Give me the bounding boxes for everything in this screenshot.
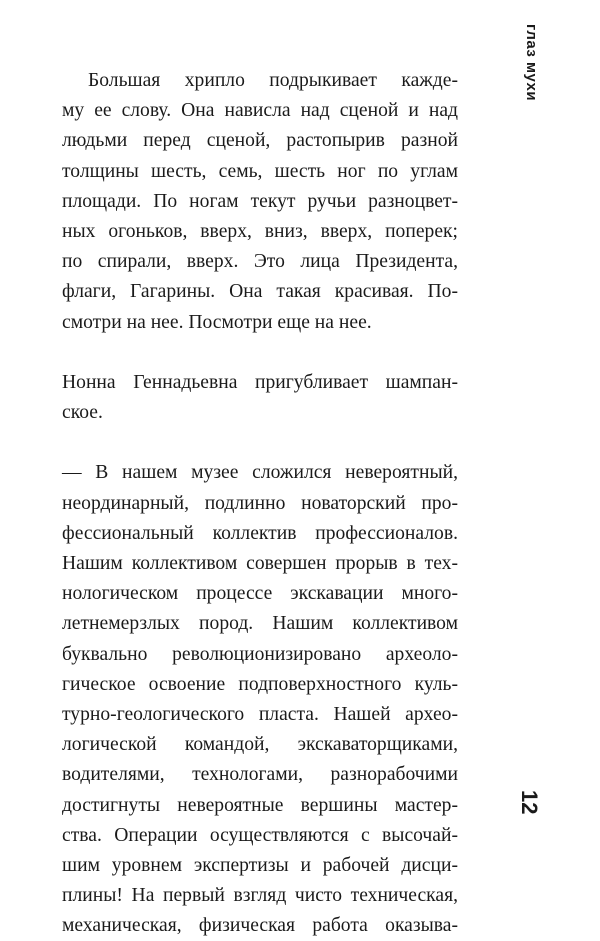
text-line: шим уровнем экспертизы и рабочей дисци- [62, 854, 458, 876]
text-line: нологическом процессе экскавации много- [62, 583, 458, 605]
running-header [512, 24, 552, 114]
text-line: людьми перед сценой, растопырив разной [62, 130, 458, 152]
paragraph-3 [62, 458, 458, 941]
text-line: — В нашем музее сложился невероятный, [62, 462, 458, 484]
text-line: логической командой, экскаваторщиками, [62, 734, 458, 756]
text-line: ское. [62, 402, 103, 424]
text-line: Нонна Геннадьевна пригубливает шампан- [62, 371, 458, 393]
text-line: водителями, технологами, разнорабочими [62, 764, 458, 786]
text-line: ных огоньков, вверх, вниз, вверх, поперек; [62, 220, 458, 242]
page-number [512, 790, 552, 830]
text-line: неординарный, подлинно новаторский про- [62, 492, 458, 514]
text-line: турно-геологического пласта. Нашей архео- [62, 703, 458, 725]
text-line: летнемерзлых пород. Нашим коллективом [62, 613, 458, 635]
text-line: площади. По ногам текут ручьи разноцвет- [62, 190, 458, 212]
text-line: смотри на нее. Посмотри еще на нее. [62, 311, 372, 333]
text-line: буквально революционизировано археоло- [62, 643, 458, 665]
paragraph-1 [62, 66, 458, 338]
text-line: по спирали, вверх. Это лица Президента, [62, 251, 458, 273]
page-number-label: 12 [517, 790, 542, 815]
text-line: фессиональный коллектив профессионалов. [62, 522, 458, 544]
text-line: гическое освоение подповерхностного куль- [62, 673, 458, 695]
paragraph-2 [62, 368, 458, 428]
body-text [62, 66, 458, 941]
text-line: толщины шесть, семь, шесть ног по углам [62, 160, 458, 182]
text-line: плины! На первый взгляд чисто техническая, [62, 885, 458, 907]
text-line: Большая хрипло подрыкивает кажде- [88, 70, 458, 91]
text-line: му ее слову. Она нависла над сценой и над [62, 100, 458, 122]
running-title: глаз мухи [523, 24, 540, 102]
text-line: Нашим коллективом совершен прорыв в тех- [62, 553, 458, 574]
text-line: ства. Операции осуществляются с высочай- [62, 824, 458, 846]
text-line: достигнуты невероятные вершины мастер- [62, 794, 458, 816]
text-line: механическая, физическая работа оказыва- [62, 915, 458, 937]
text-line: флаги, Гагарины. Она такая красивая. По- [62, 281, 458, 303]
